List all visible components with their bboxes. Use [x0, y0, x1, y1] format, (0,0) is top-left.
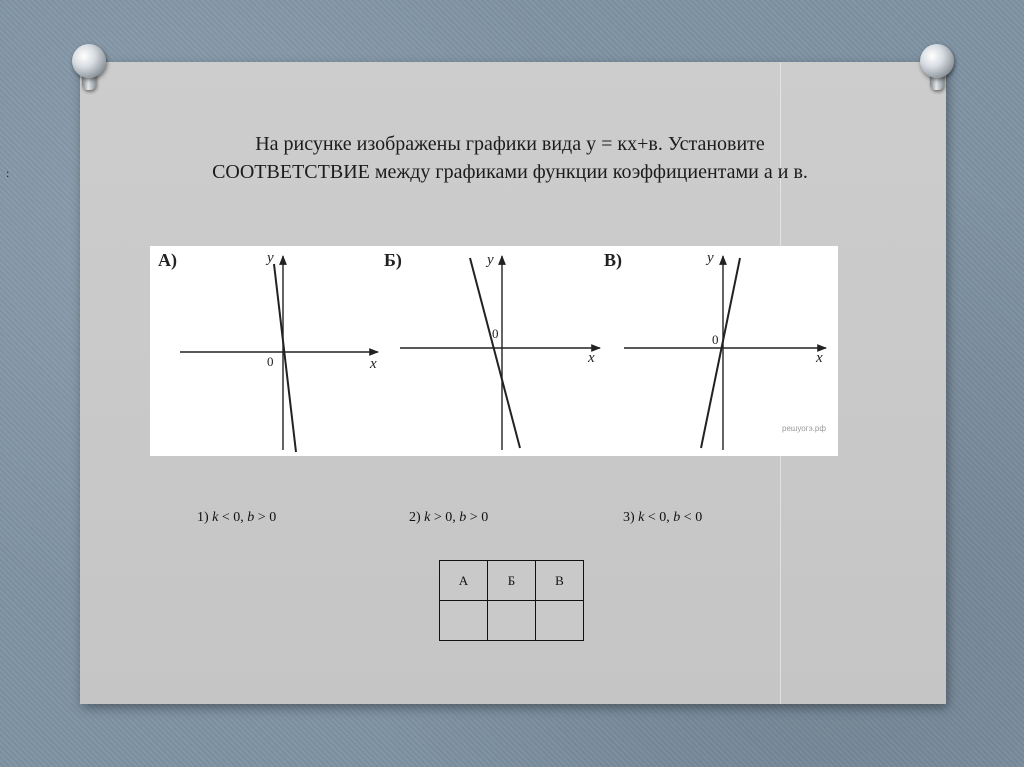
graph-a — [158, 250, 378, 452]
graph-b — [384, 250, 600, 450]
title-line-1: На рисунке изображены графики вида y = кx+в. Установите — [255, 133, 765, 155]
answer-option-2: 2) k > 0, b > 0 — [409, 510, 489, 525]
title-line-2: СООТВЕТСТВИЕ между графиками функции коэффициентами а и в. — [212, 161, 808, 183]
table-cell-a[interactable] — [440, 601, 488, 641]
graph-b-label: Б) — [384, 250, 402, 270]
graph-v — [604, 250, 826, 450]
pushpin-icon-left — [72, 44, 106, 92]
table-answer-row — [440, 601, 584, 641]
graph-v-y-label: y — [707, 250, 714, 266]
table-cell-b[interactable] — [488, 601, 536, 641]
table-header-b: Б — [488, 561, 536, 601]
table-header-row — [440, 561, 584, 601]
stray-mark: : — [6, 166, 10, 180]
graph-b-x-label: x — [588, 350, 595, 366]
graph-a-origin: 0 — [267, 354, 274, 369]
answer-option-1: 1) k < 0, b > 0 — [197, 510, 277, 525]
table-cell-v[interactable] — [536, 601, 584, 641]
answer-option-3: 3) k < 0, b < 0 — [623, 510, 703, 525]
graph-a-y-label: y — [267, 250, 274, 266]
answer-table — [439, 560, 584, 641]
table-header-a: А — [440, 561, 488, 601]
graph-v-x-label: x — [816, 350, 823, 366]
graph-a-label: А) — [158, 250, 177, 270]
graph-v-origin: 0 — [712, 332, 719, 347]
graph-b-y-label: y — [487, 252, 494, 268]
graph-v-label: В) — [604, 250, 622, 270]
graph-v-line — [701, 258, 740, 448]
graphs-figure — [150, 246, 838, 456]
slide-title — [130, 130, 890, 186]
pushpin-icon-right — [920, 44, 954, 92]
graph-a-x-label: x — [370, 356, 377, 372]
graph-b-line — [470, 258, 520, 448]
table-header-v: В — [536, 561, 584, 601]
graph-b-origin: 0 — [492, 326, 499, 341]
watermark: решуогэ.рф — [782, 424, 826, 433]
graph-a-line — [274, 264, 296, 452]
